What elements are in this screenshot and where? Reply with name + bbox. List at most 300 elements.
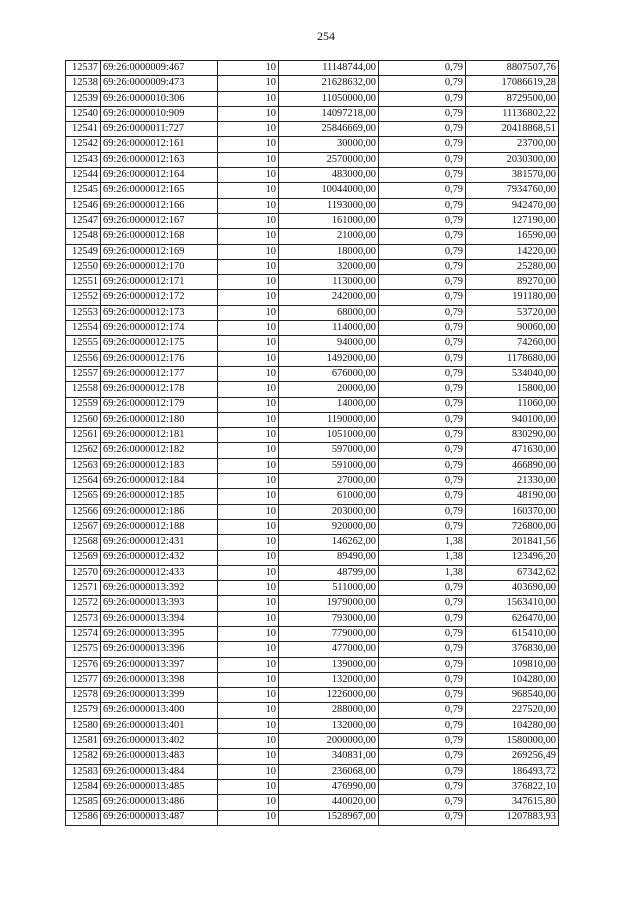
- cadastral-number-cell: 69:26:0000009:473: [101, 76, 218, 91]
- row-number-cell: 12568: [66, 535, 101, 550]
- row-number-cell: 12582: [66, 749, 101, 764]
- area-value-cell: 61000,00: [279, 489, 379, 504]
- class-cell: 10: [218, 779, 279, 794]
- cadastral-number-cell: 69:26:0000012:180: [101, 412, 218, 427]
- coefficient-cell: 0,79: [379, 366, 466, 381]
- cadastral-number-cell: 69:26:0000013:401: [101, 718, 218, 733]
- table-row: [66, 382, 559, 397]
- cadastral-number-cell: 69:26:0000012:433: [101, 565, 218, 580]
- result-cell: 191180,00: [466, 290, 559, 305]
- table-row: [66, 91, 559, 106]
- table-row: [66, 213, 559, 228]
- area-value-cell: 21628632,00: [279, 76, 379, 91]
- cadastral-number-cell: 69:26:0000011:727: [101, 122, 218, 137]
- row-number-cell: 12552: [66, 290, 101, 305]
- result-cell: 347615,80: [466, 795, 559, 810]
- area-value-cell: 591000,00: [279, 458, 379, 473]
- cadastral-number-cell: 69:26:0000013:393: [101, 596, 218, 611]
- area-value-cell: 1226000,00: [279, 688, 379, 703]
- area-value-cell: 483000,00: [279, 168, 379, 183]
- row-number-cell: 12567: [66, 519, 101, 534]
- area-value-cell: 236068,00: [279, 764, 379, 779]
- row-number-cell: 12544: [66, 168, 101, 183]
- class-cell: 10: [218, 397, 279, 412]
- table-row: [66, 474, 559, 489]
- row-number-cell: 12540: [66, 106, 101, 121]
- cadastral-number-cell: 69:26:0000013:392: [101, 581, 218, 596]
- area-value-cell: 21000,00: [279, 229, 379, 244]
- table-row: [66, 244, 559, 259]
- area-value-cell: 779000,00: [279, 626, 379, 641]
- table-row: [66, 366, 559, 381]
- area-value-cell: 476990,00: [279, 779, 379, 794]
- table-row: [66, 565, 559, 580]
- coefficient-cell: 0,79: [379, 61, 466, 76]
- coefficient-cell: 0,79: [379, 76, 466, 91]
- class-cell: 10: [218, 366, 279, 381]
- result-cell: 626470,00: [466, 611, 559, 626]
- row-number-cell: 12566: [66, 504, 101, 519]
- cadastral-number-cell: 69:26:0000012:431: [101, 535, 218, 550]
- result-cell: 942470,00: [466, 198, 559, 213]
- coefficient-cell: 0,79: [379, 626, 466, 641]
- coefficient-cell: 0,79: [379, 611, 466, 626]
- cadastral-number-cell: 69:26:0000013:395: [101, 626, 218, 641]
- class-cell: 10: [218, 198, 279, 213]
- table-row: [66, 779, 559, 794]
- class-cell: 10: [218, 412, 279, 427]
- area-value-cell: 25846669,00: [279, 122, 379, 137]
- result-cell: 16590,00: [466, 229, 559, 244]
- cadastral-number-cell: 69:26:0000012:165: [101, 183, 218, 198]
- coefficient-cell: 0,79: [379, 795, 466, 810]
- class-cell: 10: [218, 213, 279, 228]
- cadastral-number-cell: 69:26:0000012:185: [101, 489, 218, 504]
- area-value-cell: 20000,00: [279, 382, 379, 397]
- cadastral-number-cell: 69:26:0000012:166: [101, 198, 218, 213]
- table-row: [66, 397, 559, 412]
- table-row: [66, 137, 559, 152]
- table-row: [66, 428, 559, 443]
- cadastral-number-cell: 69:26:0000012:177: [101, 366, 218, 381]
- area-value-cell: 11050000,00: [279, 91, 379, 106]
- coefficient-cell: 0,79: [379, 428, 466, 443]
- row-number-cell: 12541: [66, 122, 101, 137]
- class-cell: 10: [218, 734, 279, 749]
- table-row: [66, 749, 559, 764]
- cadastral-number-cell: 69:26:0000013:484: [101, 764, 218, 779]
- class-cell: 10: [218, 611, 279, 626]
- cadastral-number-cell: 69:26:0000013:394: [101, 611, 218, 626]
- cadastral-number-cell: 69:26:0000009:467: [101, 61, 218, 76]
- coefficient-cell: 1,38: [379, 550, 466, 565]
- class-cell: 10: [218, 795, 279, 810]
- cadastral-number-cell: 69:26:0000012:172: [101, 290, 218, 305]
- table-row: [66, 688, 559, 703]
- table-row: [66, 657, 559, 672]
- cadastral-number-cell: 69:26:0000012:186: [101, 504, 218, 519]
- area-value-cell: 793000,00: [279, 611, 379, 626]
- table-row: [66, 321, 559, 336]
- area-value-cell: 89490,00: [279, 550, 379, 565]
- area-value-cell: 242000,00: [279, 290, 379, 305]
- class-cell: 10: [218, 275, 279, 290]
- row-number-cell: 12555: [66, 336, 101, 351]
- row-number-cell: 12537: [66, 61, 101, 76]
- class-cell: 10: [218, 749, 279, 764]
- row-number-cell: 12542: [66, 137, 101, 152]
- class-cell: 10: [218, 259, 279, 274]
- cadastral-number-cell: 69:26:0000013:487: [101, 810, 218, 825]
- area-value-cell: 94000,00: [279, 336, 379, 351]
- result-cell: 830290,00: [466, 428, 559, 443]
- class-cell: 10: [218, 183, 279, 198]
- class-cell: 10: [218, 229, 279, 244]
- result-cell: 381570,00: [466, 168, 559, 183]
- row-number-cell: 12581: [66, 734, 101, 749]
- row-number-cell: 12557: [66, 366, 101, 381]
- cadastral-number-cell: 69:26:0000012:170: [101, 259, 218, 274]
- row-number-cell: 12564: [66, 474, 101, 489]
- result-cell: 471630,00: [466, 443, 559, 458]
- class-cell: 10: [218, 489, 279, 504]
- class-cell: 10: [218, 61, 279, 76]
- result-cell: 269256,49: [466, 749, 559, 764]
- cadastral-number-cell: 69:26:0000012:432: [101, 550, 218, 565]
- table-row: [66, 76, 559, 91]
- coefficient-cell: 0,79: [379, 718, 466, 733]
- result-cell: 466890,00: [466, 458, 559, 473]
- result-cell: 160370,00: [466, 504, 559, 519]
- coefficient-cell: 0,79: [379, 351, 466, 366]
- result-cell: 11060,00: [466, 397, 559, 412]
- class-cell: 10: [218, 76, 279, 91]
- table-row: [66, 519, 559, 534]
- row-number-cell: 12539: [66, 91, 101, 106]
- area-value-cell: 18000,00: [279, 244, 379, 259]
- cadastral-number-cell: 69:26:0000013:402: [101, 734, 218, 749]
- coefficient-cell: 0,79: [379, 703, 466, 718]
- class-cell: 10: [218, 321, 279, 336]
- row-number-cell: 12543: [66, 152, 101, 167]
- result-cell: 201841,56: [466, 535, 559, 550]
- area-value-cell: 676000,00: [279, 366, 379, 381]
- table-row: [66, 122, 559, 137]
- result-cell: 67342,62: [466, 565, 559, 580]
- table-row: [66, 275, 559, 290]
- cadastral-number-cell: 69:26:0000012:168: [101, 229, 218, 244]
- class-cell: 10: [218, 382, 279, 397]
- coefficient-cell: 0,79: [379, 336, 466, 351]
- result-cell: 11136802,22: [466, 106, 559, 121]
- row-number-cell: 12580: [66, 718, 101, 733]
- row-number-cell: 12550: [66, 259, 101, 274]
- row-number-cell: 12547: [66, 213, 101, 228]
- area-value-cell: 477000,00: [279, 642, 379, 657]
- coefficient-cell: 0,79: [379, 305, 466, 320]
- cadastral-number-cell: 69:26:0000013:398: [101, 672, 218, 687]
- class-cell: 10: [218, 443, 279, 458]
- cadastral-number-cell: 69:26:0000012:181: [101, 428, 218, 443]
- cadastral-number-cell: 69:26:0000012:176: [101, 351, 218, 366]
- result-cell: 109810,00: [466, 657, 559, 672]
- cadastral-number-cell: 69:26:0000013:483: [101, 749, 218, 764]
- area-value-cell: 597000,00: [279, 443, 379, 458]
- area-value-cell: 14000,00: [279, 397, 379, 412]
- coefficient-cell: 0,79: [379, 489, 466, 504]
- class-cell: 10: [218, 535, 279, 550]
- cadastral-number-cell: 69:26:0000012:184: [101, 474, 218, 489]
- area-value-cell: 113000,00: [279, 275, 379, 290]
- coefficient-cell: 0,79: [379, 91, 466, 106]
- area-value-cell: 132000,00: [279, 672, 379, 687]
- row-number-cell: 12538: [66, 76, 101, 91]
- area-value-cell: 2570000,00: [279, 152, 379, 167]
- coefficient-cell: 0,79: [379, 259, 466, 274]
- table-row: [66, 290, 559, 305]
- area-value-cell: 1979000,00: [279, 596, 379, 611]
- row-number-cell: 12554: [66, 321, 101, 336]
- table-row: [66, 810, 559, 825]
- cadastral-number-cell: 69:26:0000012:174: [101, 321, 218, 336]
- result-cell: 74260,00: [466, 336, 559, 351]
- coefficient-cell: 0,79: [379, 672, 466, 687]
- coefficient-cell: 0,79: [379, 779, 466, 794]
- result-cell: 376830,00: [466, 642, 559, 657]
- coefficient-cell: 0,79: [379, 581, 466, 596]
- table-row: [66, 259, 559, 274]
- coefficient-cell: 0,79: [379, 321, 466, 336]
- coefficient-cell: 0,79: [379, 596, 466, 611]
- cadastral-number-cell: 69:26:0000012:164: [101, 168, 218, 183]
- result-cell: 227520,00: [466, 703, 559, 718]
- row-number-cell: 12578: [66, 688, 101, 703]
- class-cell: 10: [218, 106, 279, 121]
- class-cell: 10: [218, 152, 279, 167]
- coefficient-cell: 0,79: [379, 458, 466, 473]
- class-cell: 10: [218, 137, 279, 152]
- cadastral-number-cell: 69:26:0000013:399: [101, 688, 218, 703]
- class-cell: 10: [218, 168, 279, 183]
- class-cell: 10: [218, 458, 279, 473]
- class-cell: 10: [218, 565, 279, 580]
- area-value-cell: 1528967,00: [279, 810, 379, 825]
- coefficient-cell: 0,79: [379, 152, 466, 167]
- coefficient-cell: 0,79: [379, 657, 466, 672]
- result-cell: 1178680,00: [466, 351, 559, 366]
- area-value-cell: 14097218,00: [279, 106, 379, 121]
- coefficient-cell: 0,79: [379, 168, 466, 183]
- class-cell: 10: [218, 474, 279, 489]
- area-value-cell: 27000,00: [279, 474, 379, 489]
- result-cell: 127190,00: [466, 213, 559, 228]
- result-cell: 376822,10: [466, 779, 559, 794]
- result-cell: 8807507,76: [466, 61, 559, 76]
- result-cell: 17086619,28: [466, 76, 559, 91]
- cadastral-number-cell: 69:26:0000012:171: [101, 275, 218, 290]
- row-number-cell: 12586: [66, 810, 101, 825]
- area-value-cell: 68000,00: [279, 305, 379, 320]
- table-row: [66, 764, 559, 779]
- cadastral-number-cell: 69:26:0000013:400: [101, 703, 218, 718]
- class-cell: 10: [218, 672, 279, 687]
- coefficient-cell: 0,79: [379, 183, 466, 198]
- coefficient-cell: 1,38: [379, 535, 466, 550]
- coefficient-cell: 0,79: [379, 213, 466, 228]
- cadastral-number-cell: 69:26:0000012:183: [101, 458, 218, 473]
- class-cell: 10: [218, 244, 279, 259]
- table-row: [66, 795, 559, 810]
- result-cell: 403690,00: [466, 581, 559, 596]
- area-value-cell: 1190000,00: [279, 412, 379, 427]
- row-number-cell: 12577: [66, 672, 101, 687]
- table-row: [66, 106, 559, 121]
- area-value-cell: 139000,00: [279, 657, 379, 672]
- area-value-cell: 114000,00: [279, 321, 379, 336]
- cadastral-number-cell: 69:26:0000013:486: [101, 795, 218, 810]
- page-number: 254: [317, 29, 335, 43]
- area-value-cell: 132000,00: [279, 718, 379, 733]
- table-row: [66, 412, 559, 427]
- table-row: [66, 703, 559, 718]
- row-number-cell: 12575: [66, 642, 101, 657]
- coefficient-cell: 0,79: [379, 198, 466, 213]
- coefficient-cell: 0,79: [379, 290, 466, 305]
- cadastral-number-cell: 69:26:0000012:161: [101, 137, 218, 152]
- row-number-cell: 12571: [66, 581, 101, 596]
- table-row: [66, 336, 559, 351]
- cadastral-number-cell: 69:26:0000010:909: [101, 106, 218, 121]
- class-cell: 10: [218, 703, 279, 718]
- cadastral-number-cell: 69:26:0000012:173: [101, 305, 218, 320]
- row-number-cell: 12545: [66, 183, 101, 198]
- cadastral-number-cell: 69:26:0000012:167: [101, 213, 218, 228]
- area-value-cell: 146262,00: [279, 535, 379, 550]
- class-cell: 10: [218, 351, 279, 366]
- cadastral-number-cell: 69:26:0000010:306: [101, 91, 218, 106]
- row-number-cell: 12574: [66, 626, 101, 641]
- result-cell: 186493,72: [466, 764, 559, 779]
- table-body: [66, 61, 559, 826]
- class-cell: 10: [218, 764, 279, 779]
- table-row: [66, 152, 559, 167]
- cadastral-number-cell: 69:26:0000012:182: [101, 443, 218, 458]
- cadastral-number-cell: 69:26:0000013:397: [101, 657, 218, 672]
- coefficient-cell: 0,79: [379, 504, 466, 519]
- table-row: [66, 168, 559, 183]
- cadastral-number-cell: 69:26:0000013:396: [101, 642, 218, 657]
- area-value-cell: 1051000,00: [279, 428, 379, 443]
- row-number-cell: 12546: [66, 198, 101, 213]
- table-row: [66, 443, 559, 458]
- row-number-cell: 12576: [66, 657, 101, 672]
- result-cell: 104280,00: [466, 718, 559, 733]
- result-cell: 123496,20: [466, 550, 559, 565]
- class-cell: 10: [218, 91, 279, 106]
- result-cell: 940100,00: [466, 412, 559, 427]
- row-number-cell: 12573: [66, 611, 101, 626]
- area-value-cell: 288000,00: [279, 703, 379, 718]
- coefficient-cell: 0,79: [379, 382, 466, 397]
- coefficient-cell: 0,79: [379, 443, 466, 458]
- cadastral-number-cell: 69:26:0000012:179: [101, 397, 218, 412]
- table-row: [66, 504, 559, 519]
- result-cell: 8729500,00: [466, 91, 559, 106]
- table-row: [66, 535, 559, 550]
- table-row: [66, 489, 559, 504]
- row-number-cell: 12584: [66, 779, 101, 794]
- result-cell: 20418868,51: [466, 122, 559, 137]
- result-cell: 90060,00: [466, 321, 559, 336]
- result-cell: 726800,00: [466, 519, 559, 534]
- table-row: [66, 351, 559, 366]
- area-value-cell: 440020,00: [279, 795, 379, 810]
- row-number-cell: 12553: [66, 305, 101, 320]
- row-number-cell: 12561: [66, 428, 101, 443]
- table-row: [66, 718, 559, 733]
- coefficient-cell: 0,79: [379, 122, 466, 137]
- row-number-cell: 12563: [66, 458, 101, 473]
- row-number-cell: 12560: [66, 412, 101, 427]
- result-cell: 23700,00: [466, 137, 559, 152]
- result-cell: 968540,00: [466, 688, 559, 703]
- coefficient-cell: 0,79: [379, 412, 466, 427]
- result-cell: 2030300,00: [466, 152, 559, 167]
- result-cell: 534040,00: [466, 366, 559, 381]
- area-value-cell: 10044000,00: [279, 183, 379, 198]
- coefficient-cell: 0,79: [379, 137, 466, 152]
- class-cell: 10: [218, 336, 279, 351]
- table-row: [66, 642, 559, 657]
- table-row: [66, 305, 559, 320]
- row-number-cell: 12558: [66, 382, 101, 397]
- row-number-cell: 12549: [66, 244, 101, 259]
- area-value-cell: 340831,00: [279, 749, 379, 764]
- class-cell: 10: [218, 305, 279, 320]
- table-row: [66, 458, 559, 473]
- class-cell: 10: [218, 810, 279, 825]
- coefficient-cell: 0,79: [379, 749, 466, 764]
- row-number-cell: 12551: [66, 275, 101, 290]
- cadastral-number-cell: 69:26:0000012:163: [101, 152, 218, 167]
- class-cell: 10: [218, 688, 279, 703]
- result-cell: 21330,00: [466, 474, 559, 489]
- result-cell: 14220,00: [466, 244, 559, 259]
- result-cell: 48190,00: [466, 489, 559, 504]
- cadastral-number-cell: 69:26:0000012:175: [101, 336, 218, 351]
- result-cell: 104280,00: [466, 672, 559, 687]
- row-number-cell: 12569: [66, 550, 101, 565]
- coefficient-cell: 0,79: [379, 275, 466, 290]
- cadastral-number-cell: 69:26:0000012:178: [101, 382, 218, 397]
- row-number-cell: 12559: [66, 397, 101, 412]
- cadastral-table: [65, 60, 559, 826]
- table-row: [66, 672, 559, 687]
- coefficient-cell: 0,79: [379, 106, 466, 121]
- coefficient-cell: 0,79: [379, 474, 466, 489]
- result-cell: 25280,00: [466, 259, 559, 274]
- result-cell: 7934760,00: [466, 183, 559, 198]
- result-cell: 1207883,93: [466, 810, 559, 825]
- class-cell: 10: [218, 596, 279, 611]
- result-cell: 89270,00: [466, 275, 559, 290]
- class-cell: 10: [218, 550, 279, 565]
- coefficient-cell: 0,79: [379, 734, 466, 749]
- area-value-cell: 11148744,00: [279, 61, 379, 76]
- table-row: [66, 198, 559, 213]
- result-cell: 15800,00: [466, 382, 559, 397]
- row-number-cell: 12572: [66, 596, 101, 611]
